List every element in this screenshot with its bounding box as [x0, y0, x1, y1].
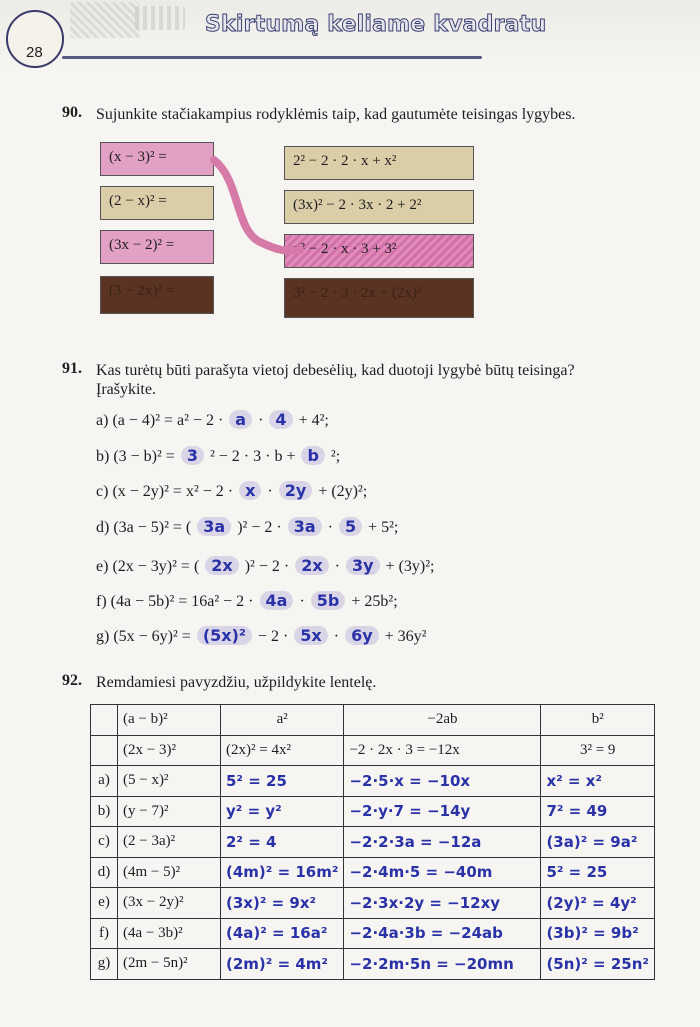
ex90-left-box-1[interactable]: (x − 3)² = — [100, 142, 214, 176]
ex91-instruction: Kas turėtų būti parašyta vietoj debesėlių, kad duotoji lygybė būtų teisinga? — [96, 362, 575, 379]
answer-cloud[interactable]: (5x)² — [197, 626, 252, 645]
ex91-line-e: e) (2x − 3y)² = ( 2x )² − 2 · 2x · 3y + (3y)²; — [96, 556, 435, 575]
table-example-row: (2x − 3)² (2x)² = 4x² −2 · 2x · 3 = −12x 3² = 9 — [91, 735, 655, 766]
table-row: b) (y − 7)² y² = y² −2·y·7 = −14y 7² = 49 — [91, 796, 655, 827]
ex91-line-b: b) (3 − b)² = 3 ² − 2 · 3 · b + b ²; — [96, 446, 341, 465]
table-row: f) (4a − 3b)² (4a)² = 16a² −2·4a·3b = −24ab (3b)² = 9b² — [91, 918, 655, 949]
ex90-right-box-2[interactable]: (3x)² − 2 · 3x · 2 + 2² — [284, 190, 474, 224]
answer-cloud[interactable]: 5b — [311, 591, 346, 610]
ex92-number: 92. — [62, 672, 82, 689]
answer-cloud[interactable]: x — [239, 481, 261, 500]
answer-cloud[interactable]: 6y — [345, 626, 379, 645]
answer-cloud[interactable]: 2x — [205, 556, 238, 575]
page-title: Skirtumą keliame kvadratu — [205, 12, 547, 37]
ex90-instruction: Sujunkite stačiakampius rodyklėmis taip, kad gautumėte teisingas lygybes. — [96, 106, 576, 123]
header-illustration-2 — [135, 6, 185, 30]
answer-cloud[interactable]: 3 — [181, 446, 204, 465]
ex92-table — [90, 704, 655, 980]
ex90-connector-pink — [214, 160, 300, 251]
ex91-instruction-2: Įrašykite. — [96, 381, 156, 398]
answer-cloud[interactable]: 3a — [288, 517, 322, 536]
ex90-right-box-1[interactable]: 2² − 2 · 2 · x + x² — [284, 146, 474, 180]
ex92-instruction: Remdamiesi pavyzdžiu, užpildykite lentelę. — [96, 674, 377, 691]
table-row: d) (4m − 5)² (4m)² = 16m² −2·4m·5 = −40m 5² = 25 — [91, 857, 655, 888]
answer-cloud[interactable]: 4 — [269, 410, 292, 429]
table-header-row: (a − b)² a² −2ab b² — [91, 705, 655, 736]
ex90-left-box-3[interactable]: (3x − 2)² = — [100, 230, 214, 264]
header-illustration — [70, 2, 140, 38]
ex90-connector-lines — [200, 150, 310, 270]
header-rule — [62, 56, 482, 59]
answer-cloud[interactable]: 2x — [295, 556, 328, 575]
ex90-number: 90. — [62, 104, 82, 121]
ex90-left-box-2[interactable]: (2 − x)² = — [100, 186, 214, 220]
answer-cloud[interactable]: 3y — [346, 556, 380, 575]
ex91-line-g: g) (5x − 6y)² = (5x)² − 2 · 5x · 6y + 36y² — [96, 626, 427, 645]
answer-cloud[interactable]: 5 — [339, 517, 362, 536]
ex91-number: 91. — [62, 360, 82, 377]
table-row: a) (5 − x)² 5² = 25 −2·5·x = −10x x² = x² — [91, 766, 655, 797]
answer-cloud[interactable]: 4a — [260, 591, 294, 610]
ex91-line-f: f) (4a − 5b)² = 16a² − 2 · 4a · 5b + 25b²; — [96, 591, 398, 610]
table-row: c) (2 − 3a)² 2² = 4 −2·2·3a = −12a (3a)² = 9a² — [91, 827, 655, 858]
ex91-line-c: c) (x − 2y)² = x² − 2 · x · 2y + (2y)²; — [96, 481, 368, 500]
page-number: 28 — [26, 44, 43, 61]
table-row: g) (2m − 5n)² (2m)² = 4m² −2·2m·5n = −20mn (5n)² = 25n² — [91, 949, 655, 980]
answer-cloud[interactable]: 3a — [197, 517, 231, 536]
table-row: e) (3x − 2y)² (3x)² = 9x² −2·3x·2y = −12xy (2y)² = 4y² — [91, 888, 655, 919]
answer-cloud[interactable]: b — [301, 446, 324, 465]
ex90-left-box-4[interactable]: (3 − 2x)² = — [100, 276, 214, 314]
ex91-line-a: a) (a − 4)² = a² − 2 · a · 4 + 4²; — [96, 410, 329, 429]
ex91-line-d: d) (3a − 5)² = ( 3a )² − 2 · 3a · 5 + 5²; — [96, 517, 399, 536]
answer-cloud[interactable]: 2y — [279, 481, 313, 500]
ex90-right-box-4[interactable]: 3² − 2 · 3 · 2x + (2x)² — [284, 278, 474, 318]
ex90-right-box-3[interactable]: x² − 2 · x · 3 + 3² — [284, 234, 474, 268]
answer-cloud[interactable]: 5x — [294, 626, 327, 645]
answer-cloud[interactable]: a — [229, 410, 252, 429]
